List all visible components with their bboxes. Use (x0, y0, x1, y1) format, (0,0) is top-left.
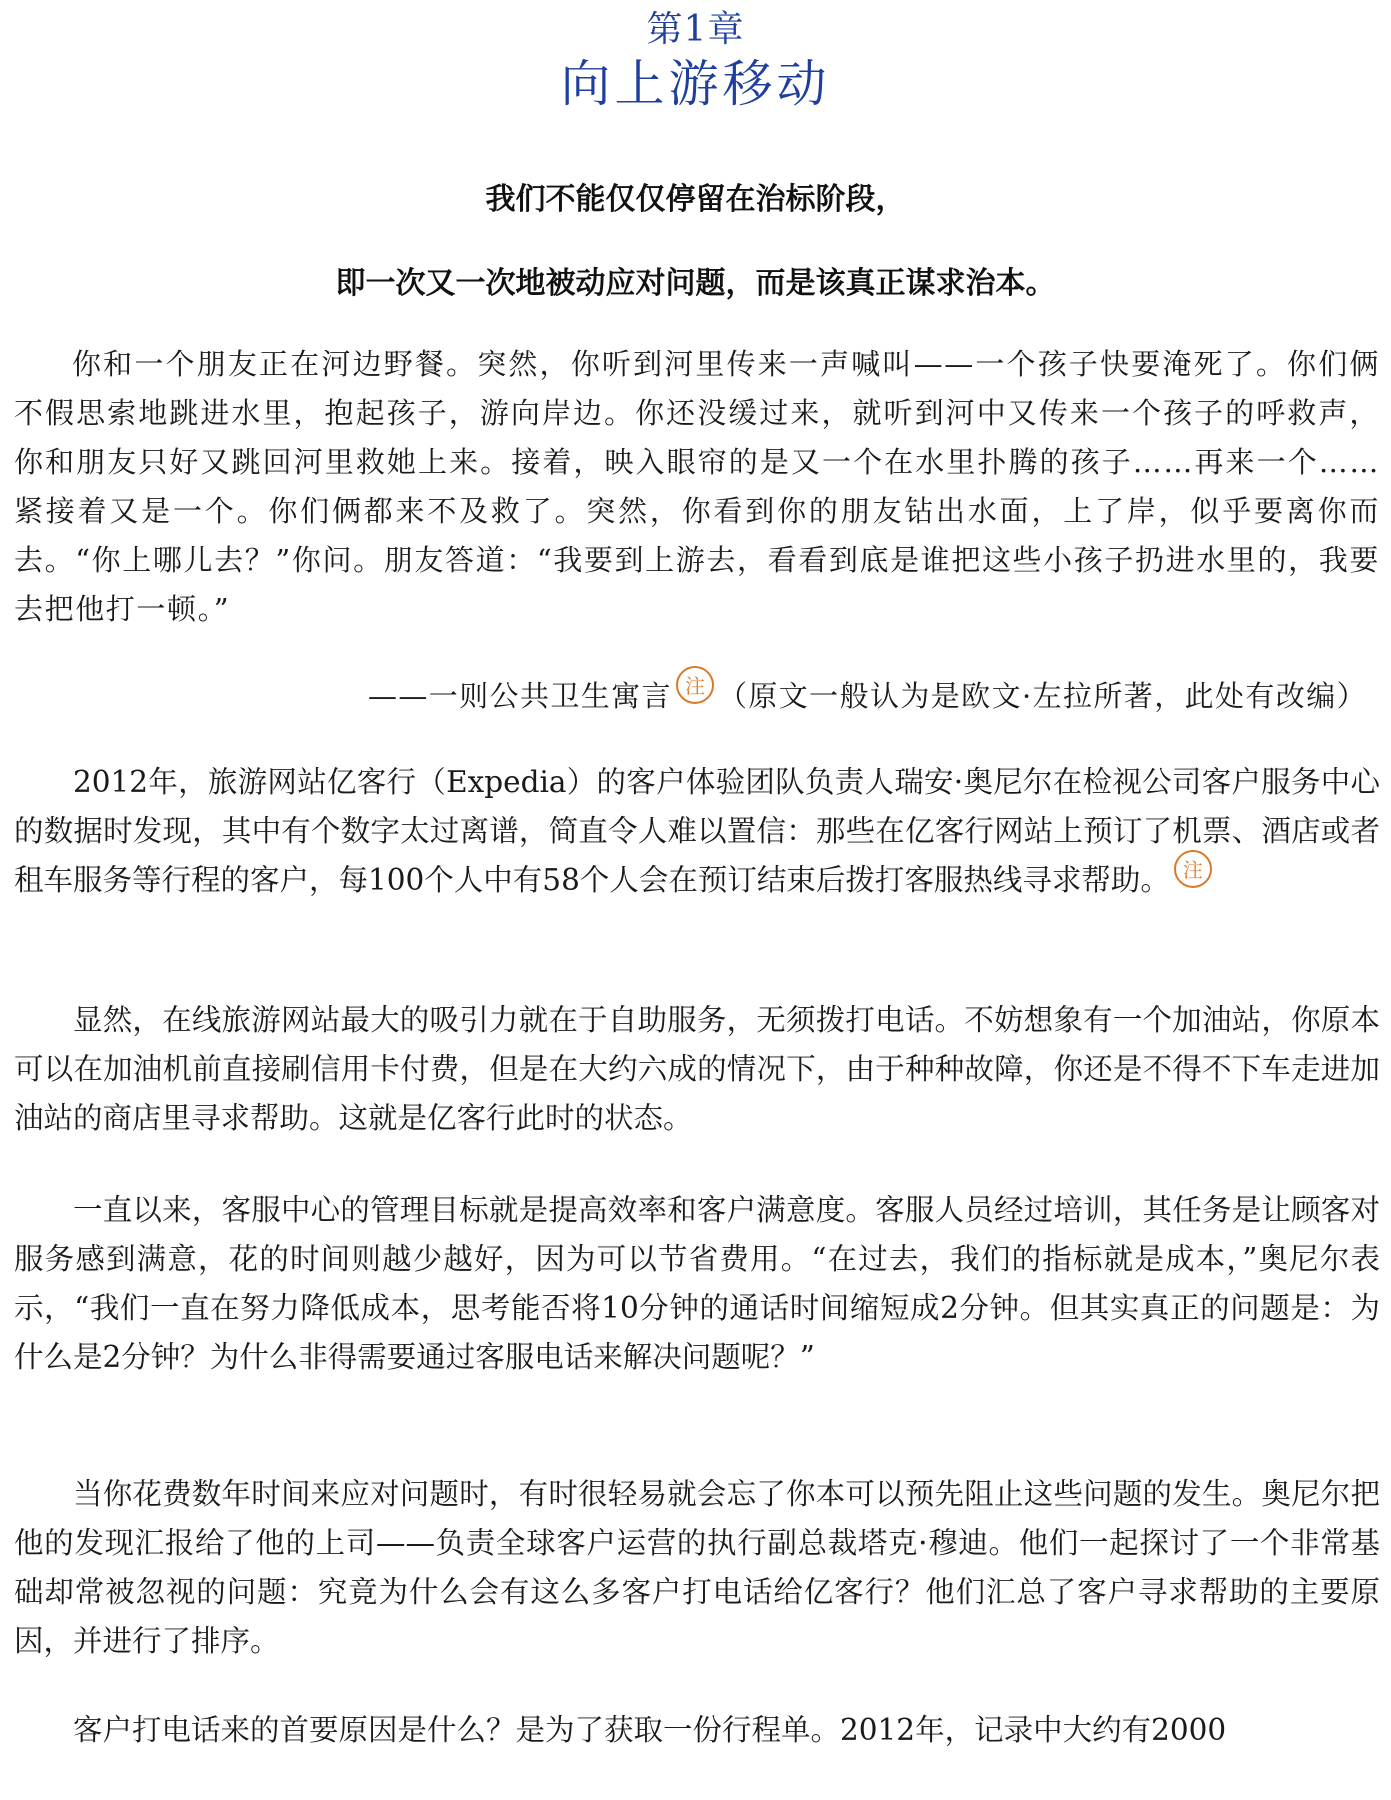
attribution-prefix: ——一则公共卫生寓言 (367, 679, 672, 713)
body-paragraph-1-text: 2012年，旅游网站亿客行（Expedia）的客户体验团队负责人瑞安·奥尼尔在检视公司客户服务中心的数据时发现，其中有个数字太过离谱，简直令人难以置信：那些在亿客行网站上预订了机票、酒店或者租车服务等行程的客户，每100个人中有58个人会在预订结束后拨打客服热线寻求帮助。 (14, 765, 1380, 897)
body-paragraph-4: 当你花费数年时间来应对问题时，有时很轻易就会忘了你本可以预先阻止这些问题的发生。奥尼尔把他的发现汇报给了他的上司——负责全球客户运营的执行副总裁塔克·穆迪。他们一起探讨了一个非常基础却常被忽视的问题：究竟为什么会有这么多客户打电话给亿客行？他们汇总了客户寻求帮助的主要原因，并进行了排序。 (14, 1477, 1380, 1658)
epigraph-line-2: 即一次又一次地被动应对问题，而是该真正谋求治本。 (335, 266, 1056, 301)
parable-attribution (368, 672, 1367, 721)
chapter-number: 第1章 (646, 9, 745, 50)
footnote-note-icon[interactable]: 注 (1174, 850, 1212, 888)
footnote-note-icon[interactable]: 注 (676, 666, 714, 704)
epigraph-line-1: 我们不能仅仅停留在治标阶段， (485, 182, 906, 217)
body-paragraph-3: 一直以来，客服中心的管理目标就是提高效率和客户满意度。客服人员经过培训，其任务是让顾客对服务感到满意，花的时间则越少越好，因为可以节省费用。“在过去，我们的指标就是成本，”奥尼尔表示，“我们一直在努力降低成本，思考能否将10分钟的通话时间缩短成2分钟。但其实真正的问题是：为什么是2分钟？为什么非得需要通过客服电话来解决问题呢？” (14, 1193, 1380, 1374)
body-paragraph-1 (14, 758, 1380, 905)
chapter-title: 向上游移动 (560, 55, 831, 113)
parable-paragraph: 你和一个朋友正在河边野餐。突然，你听到河里传来一声喊叫——一个孩子快要淹死了。你们俩不假思索地跳进水里，抱起孩子，游向岸边。你还没缓过来，就听到河中又传来一个孩子的呼救声，你和朋友只好又跳回河里救她上来。接着，映入眼帘的是又一个在水里扑腾的孩子……再来一个……紧接着又是一个。你们俩都来不及救了。突然，你看到你的朋友钻出水面，上了岸，似乎要离你而去。“你上哪儿去？”你问。朋友答道：“我要到上游去，看看到底是谁把这些小孩子扔进水里的，我要去把他打一顿。” (14, 347, 1380, 626)
body-paragraph-5: 客户打电话来的首要原因是什么？是为了获取一份行程单。2012年，记录中大约有2000 (73, 1713, 1227, 1747)
body-paragraph-2: 显然，在线旅游网站最大的吸引力就在于自助服务，无须拨打电话。不妨想象有一个加油站，你原本可以在加油机前直接刷信用卡付费，但是在大约六成的情况下，由于种种故障，你还是不得不下车走进加油站的商店里寻求帮助。这就是亿客行此时的状态。 (14, 1003, 1380, 1135)
attribution-suffix: （原文一般认为是欧文·左拉所著，此处有改编） (717, 679, 1367, 713)
